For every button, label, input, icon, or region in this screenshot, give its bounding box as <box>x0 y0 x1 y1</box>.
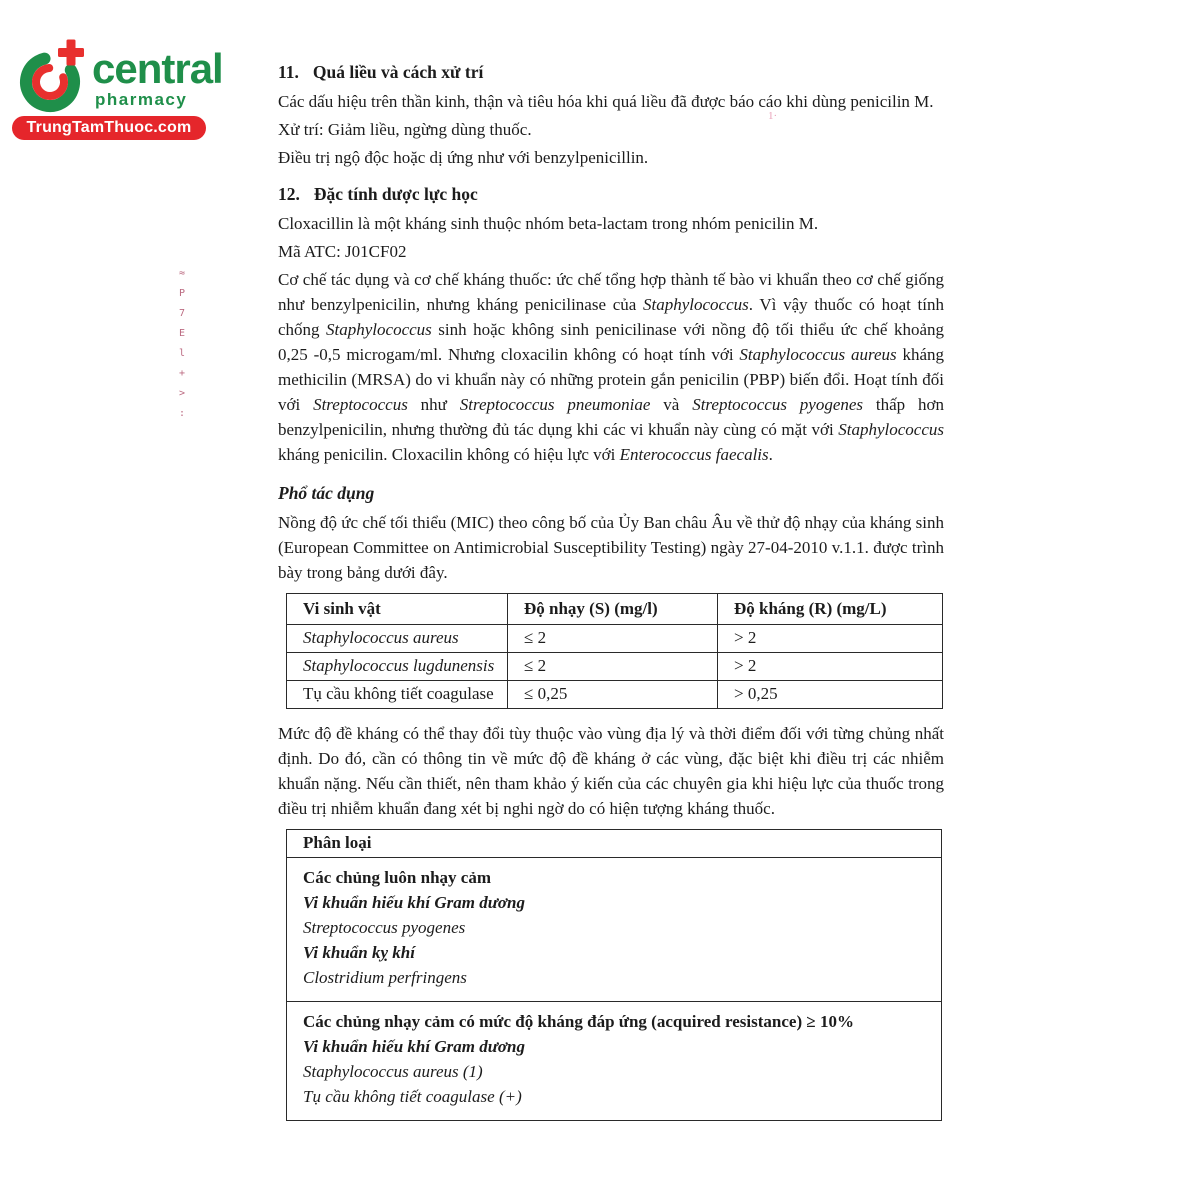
overdose-handling-paragraph: Xử trí: Giảm liều, ngừng dùng thuốc. <box>278 120 532 139</box>
stray-ink-mark: 1· <box>768 110 778 122</box>
logo-brand-text: central <box>92 45 223 92</box>
resistant-cell: > 2 <box>718 653 943 681</box>
classification-table <box>286 829 942 1121</box>
section-11-number: 11. <box>278 62 299 82</box>
group-title: Các chủng nhạy cảm có mức độ kháng đáp ứng (acquired resistance) ≥ 10% <box>303 1012 854 1031</box>
plus-icon <box>58 40 84 66</box>
organism-line: Staphylococcus aureus (1) <box>303 1062 483 1081</box>
table-row <box>287 1002 942 1121</box>
mic-header-organism: Vi sinh vật <box>287 594 508 625</box>
susceptible-cell: ≤ 2 <box>508 653 718 681</box>
resistance-variability-paragraph: Mức độ đề kháng có thể thay đổi tùy thuộc vào vùng địa lý và thời điểm đối với từng chủng nhất định. Do đó, cần có thông tin về mức độ đề kháng ở các vùng, đặc biệt khi điều trị các nhiễm khuẩn nặng. Nếu cần thiết, nên tham khảo ý kiến của các chuyên gia khi hiệu lực của thuốc trong điều trị nhiễm khuẩn đang xét bị nghi ngờ do có hiện tượng kháng thuốc. <box>278 724 944 818</box>
category-label: Vi khuẩn hiếu khí Gram dương <box>303 893 525 912</box>
susceptible-cell: ≤ 2 <box>508 625 718 653</box>
logo-domain-badge: TrungTamThuoc.com <box>12 116 206 140</box>
section-11-heading <box>278 60 944 85</box>
section-11-title: Quá liều và cách xử trí <box>312 62 484 82</box>
mic-header-susceptible: Độ nhạy (S) (mg/l) <box>508 594 718 625</box>
resistant-cell: > 2 <box>718 625 943 653</box>
classification-header-row <box>287 830 942 858</box>
central-pharmacy-logo <box>12 34 272 144</box>
table-row <box>287 681 943 709</box>
table-row <box>287 653 943 681</box>
mic-intro-paragraph: Nồng độ ức chế tối thiểu (MIC) theo công bố của Ủy Ban châu Âu về thử độ nhạy của kháng sinh (European Committee on Antimicrobial Susceptibility Testing) ngày 27-04-2010 v.1.1. được trình bày trong bảng dưới đây. <box>278 513 944 582</box>
overdose-signs-paragraph: Các dấu hiệu trên thần kinh, thận và tiêu hóa khi quá liều đã được báo cáo khi dùng penicilin M. <box>278 92 934 111</box>
classification-header: Phân loại <box>287 830 942 858</box>
atc-code-paragraph: Mã ATC: J01CF02 <box>278 242 407 261</box>
resistant-cell: > 0,25 <box>718 681 943 709</box>
organism-cell: Tụ cầu không tiết coagulase <box>287 681 508 709</box>
organism-cell: Staphylococcus aureus <box>287 625 508 653</box>
overdose-treatment-paragraph: Điều trị ngộ độc hoặc dị ứng như với benzylpenicillin. <box>278 148 649 167</box>
acquired-resistance-cell <box>287 1002 942 1121</box>
margin-artifact-marks: ≈ P 7 E l + > : <box>178 268 186 419</box>
mic-table-header-row <box>287 594 943 625</box>
organism-line: Streptococcus pyogenes <box>303 918 466 937</box>
category-label: Vi khuẩn hiếu khí Gram dương <box>303 1037 525 1056</box>
cloxacillin-class-paragraph: Cloxacillin là một kháng sinh thuộc nhóm beta-lactam trong nhóm penicilin M. <box>278 214 819 233</box>
category-label: Vi khuẩn kỵ khí <box>303 943 415 962</box>
central-pharmacy-logo-icon <box>14 36 94 116</box>
susceptible-cell: ≤ 0,25 <box>508 681 718 709</box>
section-12-number: 12. <box>278 184 300 204</box>
logo-sub-text: pharmacy <box>95 90 188 109</box>
spectrum-heading: Phổ tác dụng <box>278 483 375 503</box>
mechanism-paragraph: Cơ chế tác dụng và cơ chế kháng thuốc: ức chế tổng hợp thành tế bào vi khuẩn theo cơ chế giống như benzylpenicilin, nhưng kháng penicilinase của Staphylococcus. Vì vậy thuốc có hoạt tính chống Staphylococcus sinh hoặc không sinh penicilinase với nồng độ tối thiểu ức chế khoảng 0,25 -0,5 microgam/ml. Nhưng cloxacilin không có hoạt tính với Staphylococcus aureus kháng methicilin (MRSA) do vi khuẩn này có những protein gắn penicilin (PBP) biến đổi. Hoạt tính đối với Streptococcus như Streptococcus pneumoniae và Streptococcus pyogenes thấp hơn benzylpenicilin, nhưng thường đủ tác dụng khi các vi khuẩn này cùng có mặt với Staphylococcus kháng penicilin. Cloxacilin không có hiệu lực với Enterococcus faecalis. <box>278 270 945 464</box>
organism-line: Tụ cầu không tiết coagulase (+) <box>303 1087 522 1106</box>
section-12-heading <box>278 182 944 207</box>
always-susceptible-cell <box>287 858 942 1002</box>
section-12-title: Đặc tính dược lực học <box>313 184 478 204</box>
table-row <box>287 858 942 1002</box>
group-title: Các chủng luôn nhạy cảm <box>303 868 491 887</box>
mic-header-resistant: Độ kháng (R) (mg/L) <box>718 594 943 625</box>
leaflet-text-column <box>278 60 944 1133</box>
organism-cell: Staphylococcus lugdunensis <box>287 653 508 681</box>
table-row <box>287 625 943 653</box>
organism-line: Clostridium perfringens <box>303 968 467 987</box>
mic-table <box>286 593 943 709</box>
